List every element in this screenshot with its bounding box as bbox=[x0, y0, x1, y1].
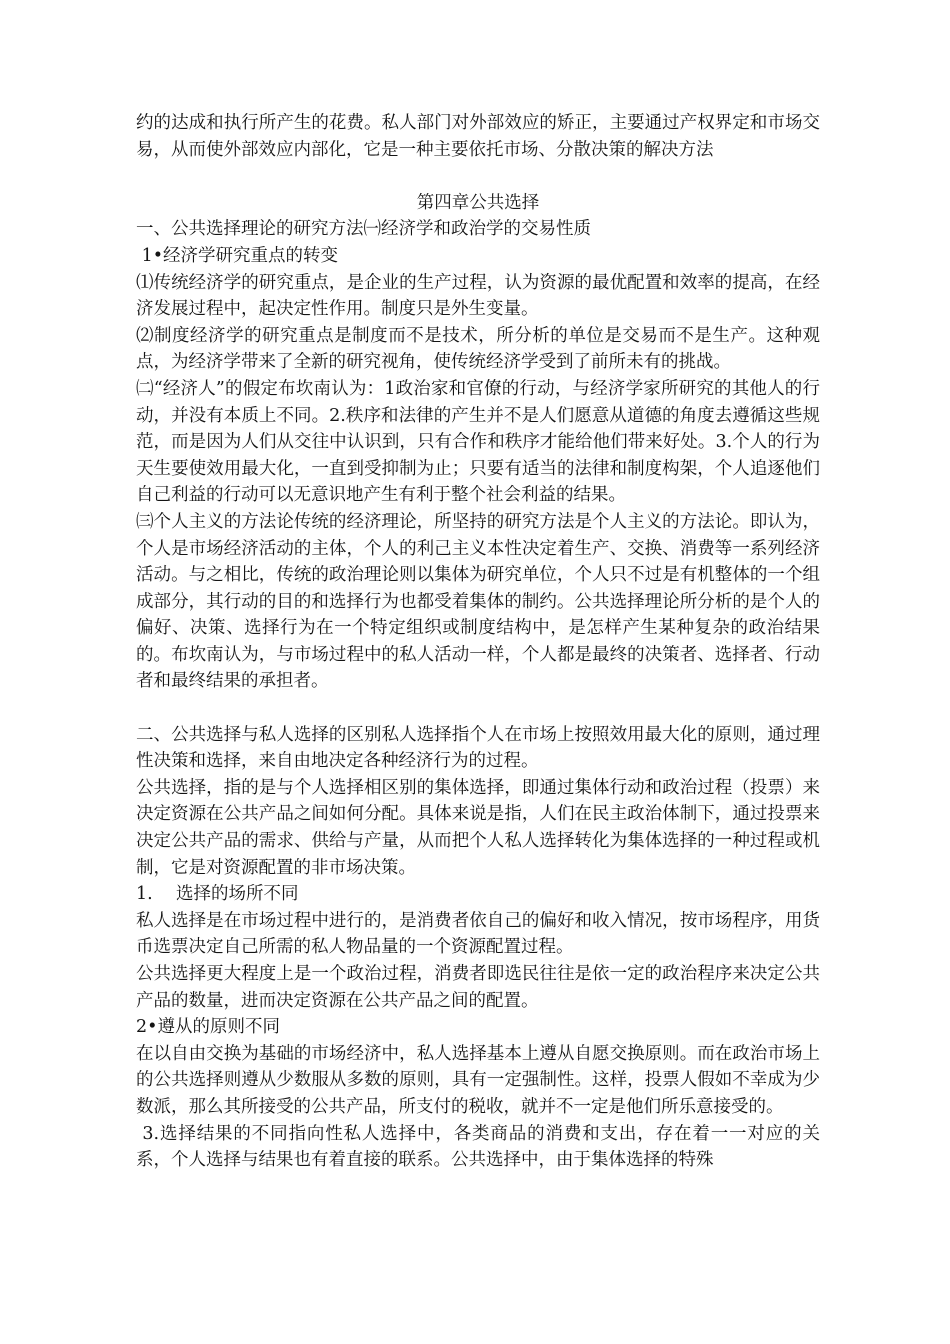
paragraph-economic-man: ㈡“经济人”的假定布坎南认为：1政治家和官僚的行动，与经济学家所研究的其他人的行动，并没有本质上不同。2.秩序和法律的产生并不是人们愿意从道德的角度去遵循这些规范，而是因为人们从交往中认识到，只有合作和秩序才能给他们带来好处。3.个人的行为天生要使效用最大化，一直到受抑制为止；只要有适当的法律和制度构架，个人追逐他们自己利益的行动可以无意识地产生有利于整个社会利益的结果。 bbox=[136, 378, 820, 506]
paragraph-public-choice-place: 公共选择更大程度上是一个政治过程，消费者即选民往往是依一定的政治程序来决定公共产品的数量，进而决定资源在公共产品之间的配置。 bbox=[136, 964, 820, 1011]
list-item-label: 选择的场所不同 bbox=[176, 884, 299, 905]
paragraph-principles: 在以自由交换为基础的市场经济中，私人选择基本上遵从自愿交换原则。而在政治市场上的公共选择则遵从少数服从多数的原则，具有一定强制性。这样，投票人假如不幸成为少数派，那么其所接受的公共产品，所支付的税收，就并不一定是他们所乐意接受的。 bbox=[136, 1043, 820, 1117]
document-body bbox=[136, 110, 820, 1174]
paragraph-intro: 约的达成和执行所产生的花费。私人部门对外部效应的矫正，主要通过产权界定和市场交易，从而使外部效应内部化，它是一种主要依托市场、分散决策的解决方法 bbox=[136, 113, 820, 160]
chapter-title: 第四章公共选择 bbox=[416, 192, 540, 213]
section-heading-2: 二、公共选择与私人选择的区别私人选择指个人在市场上按照效用最大化的原则，通过理性决策和选择，来自由地决定各种经济行为的过程。 bbox=[136, 724, 820, 772]
paragraph-traditional-economics: ⑴传统经济学的研究重点，是企业的生产过程，认为资源的最优配置和效率的提高，在经济发展过程中，起决定性作用。制度只是外生变量。 bbox=[136, 272, 820, 320]
paragraph-institutional-economics: ⑵制度经济学的研究重点是制度而不是技术，所分析的单位是交易而不是生产。这种观点，为经济学带来了全新的研究视角，使传统经济学受到了前所未有的挑战。 bbox=[136, 325, 820, 373]
list-item-number: 1. bbox=[136, 884, 153, 905]
paragraph-public-choice-definition: 公共选择，指的是与个人选择相区别的集体选择，即通过集体行动和政治过程（投票）来决定资源在公共产品之间如何分配。具体来说是指，人们在民主政治体制下，通过投票来决定公共产品的需求、供给与产量，从而把个人私人选择转化为集体选择的一种过程或机制，它是对资源配置的非市场决策。 bbox=[136, 777, 820, 878]
list-item-2: 2•遵从的原则不同 bbox=[136, 1017, 280, 1038]
list-item-1 bbox=[136, 881, 820, 908]
section-heading-1: 一、公共选择理论的研究方法㈠经济学和政治学的交易性质 bbox=[136, 219, 591, 240]
paragraph-individualism: ㈢个人主义的方法论传统的经济理论，所坚持的研究方法是个人主义的方法论。即认为，个人是市场经济活动的主体，个人的利己主义本性决定着生产、交换、消费等一系列经济活动。与之相比，传统的政治理论则以集体为研究单位，个人只不过是有机整体的一个组成部分，其行动的目的和选择行为也都受着集体的制约。公共选择理论所分析的是个人的偏好、决策、选择行为在一个特定组织或制度结构中，是怎样产生某种复杂的政治结果的。布坎南认为，与市场过程中的私人活动一样，个人都是最终的决策者、选择者、行动者和最终结果的承担者。 bbox=[136, 511, 820, 692]
paragraph-outcome-direction: 3.选择结果的不同指向性私人选择中，各类商品的消费和支出，存在着一一对应的关系，个人选择与结果也有着直接的联系。公共选择中，由于集体选择的特殊 bbox=[136, 1123, 820, 1171]
subsection-heading-1: 1•经济学研究重点的转变 bbox=[136, 245, 339, 266]
paragraph-private-choice-place: 私人选择是在市场过程中进行的，是消费者依自己的偏好和收入情况，按市场程序，用货币选票决定自己所需的私人物品量的一个资源配置过程。 bbox=[136, 910, 820, 958]
